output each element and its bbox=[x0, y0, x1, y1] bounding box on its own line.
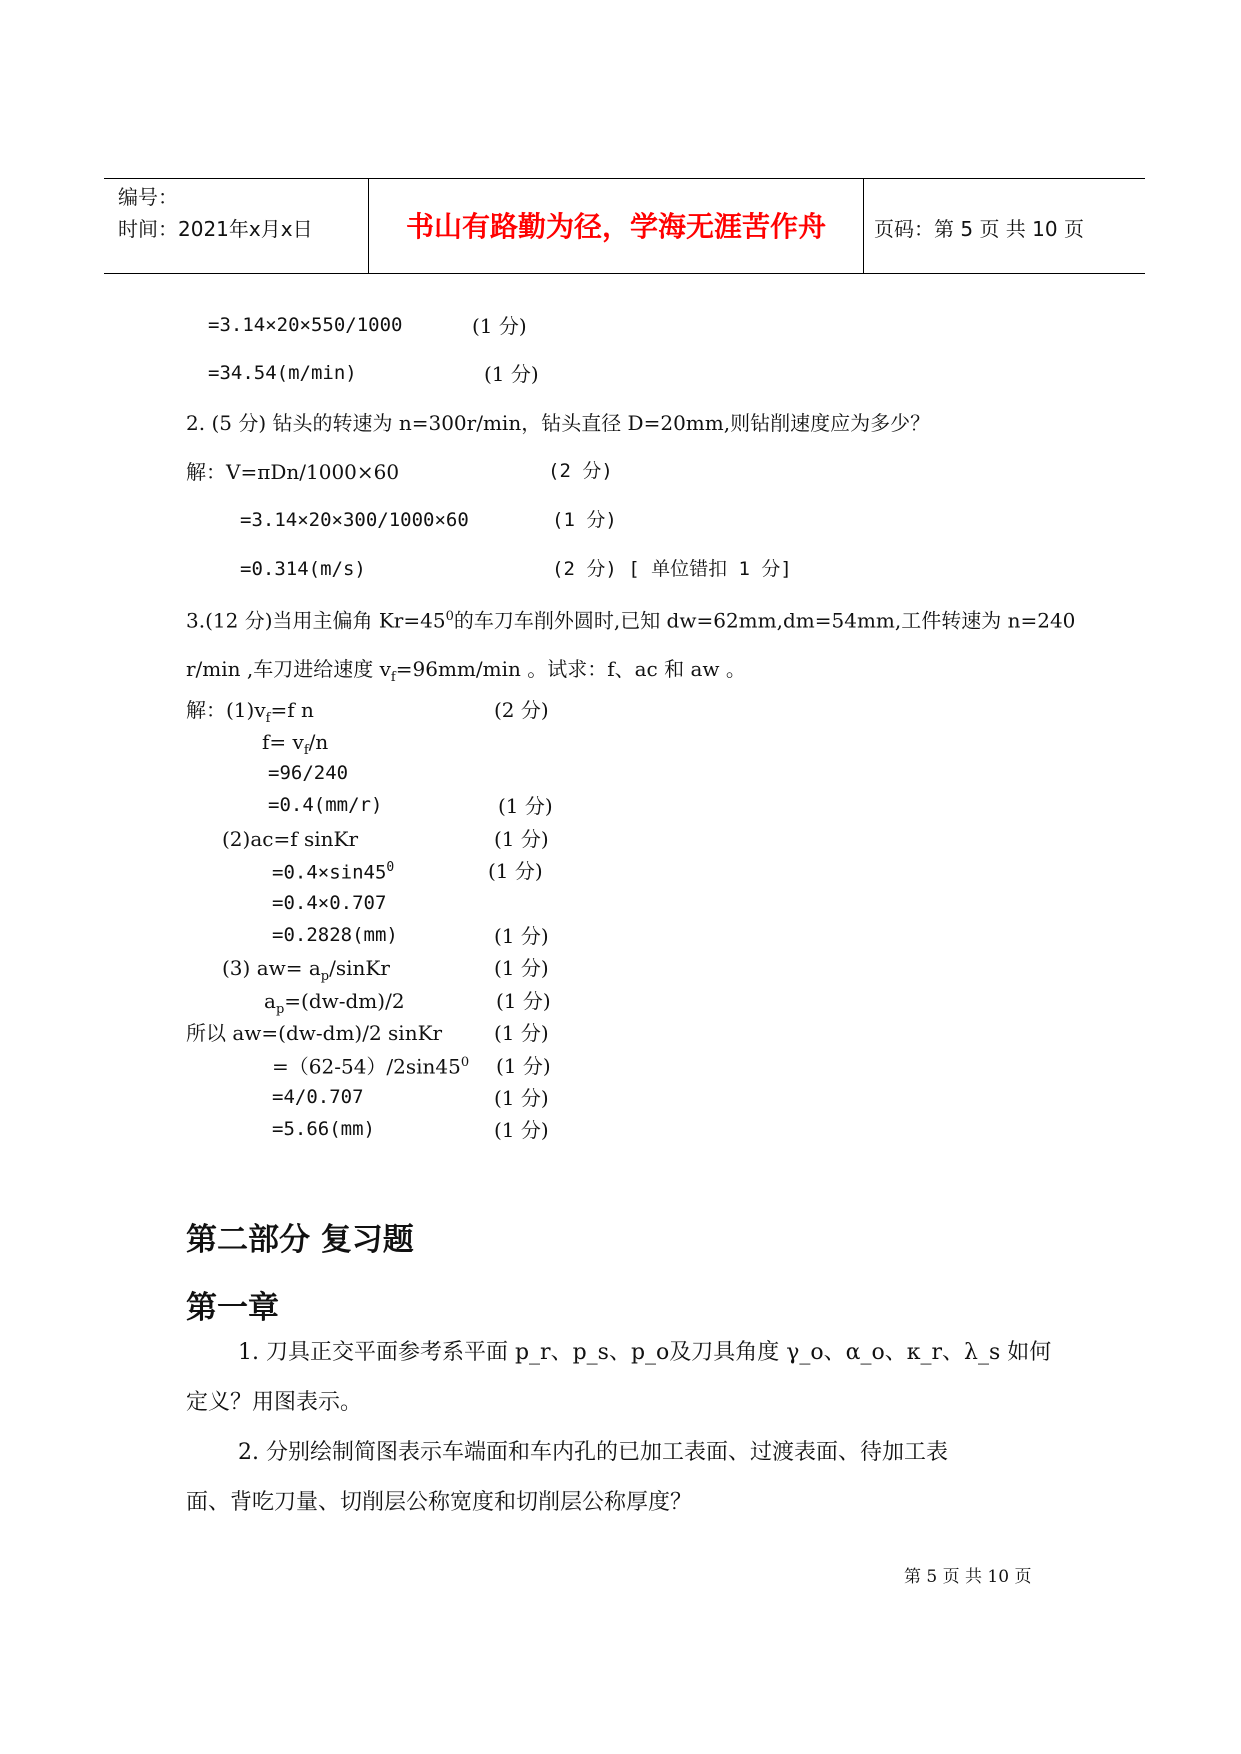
solution-text: (3) aw= a bbox=[222, 956, 321, 980]
degree-superscript: 0 bbox=[386, 860, 395, 875]
score-label: (1 分) bbox=[494, 827, 549, 851]
calc-line: =3.14×20×300/1000×60 bbox=[240, 509, 469, 531]
calc-line: =0.4×0.707 bbox=[272, 892, 387, 914]
calc-line: =0.2828(mm) bbox=[272, 924, 398, 946]
solution-text: /n bbox=[308, 730, 329, 754]
subscript: f bbox=[303, 743, 309, 758]
header-motto: 书山有路勤为径，学海无涯苦作舟 bbox=[405, 210, 826, 243]
score-label: (1 分) bbox=[494, 1118, 549, 1142]
solution-text: a bbox=[264, 989, 276, 1013]
solution-line bbox=[186, 700, 314, 725]
degree-superscript: 0 bbox=[460, 1055, 470, 1070]
score-label: (2 分) bbox=[494, 698, 549, 722]
solution-text: =f n bbox=[270, 698, 314, 722]
review-item-2-line2: 面、背吃刀量、切削层公称宽度和切削层公称厚度？ bbox=[186, 1490, 693, 1515]
score-label: (2 分) [ 单位错扣 1 分] bbox=[552, 558, 792, 580]
calc-line: =4/0.707 bbox=[272, 1086, 364, 1108]
solution-line: 所以 aw=(dw-dm)/2 sinKr bbox=[186, 1021, 443, 1045]
subscript: p bbox=[320, 969, 330, 984]
score-label: (1 分) bbox=[498, 794, 553, 818]
subscript: f bbox=[390, 670, 396, 685]
solution-line: (2)ac=f sinKr bbox=[222, 827, 359, 851]
score-label: (1 分) bbox=[472, 314, 527, 338]
subscript: f bbox=[265, 711, 271, 726]
score-label: (1 分) bbox=[494, 956, 549, 980]
review-item-1-line1: 1. 刀具正交平面参考系平面 p_r、p_s、p_o及刀具角度 γ_o、α_o、κ_r、λ_s 如何 bbox=[238, 1340, 1052, 1365]
question-3-line1 bbox=[186, 610, 1075, 631]
solution-line bbox=[264, 991, 405, 1016]
solution-line bbox=[262, 732, 328, 757]
score-label: (1 分) bbox=[496, 1054, 551, 1078]
chapter-title: 第一章 bbox=[186, 1290, 279, 1326]
document-time-label: 时间：2021年x月x日 bbox=[118, 217, 313, 241]
score-label: (2 分) bbox=[548, 460, 613, 482]
review-item-1-line2: 定义？用图表示。 bbox=[186, 1390, 363, 1415]
question-3-line2 bbox=[186, 659, 746, 684]
calc-line: =34.54(m/min) bbox=[208, 362, 357, 384]
question-3-text: r/min ,车刀进给速度 v bbox=[186, 657, 391, 681]
score-label: (1 分) bbox=[494, 1021, 549, 1045]
document-number-label: 编号： bbox=[118, 185, 178, 209]
score-label: (1 分) bbox=[494, 924, 549, 948]
degree-superscript: 0 bbox=[445, 609, 454, 624]
solution-text: =(dw-dm)/2 bbox=[284, 989, 405, 1013]
subscript: p bbox=[275, 1002, 285, 1017]
calc-line: =5.66(mm) bbox=[272, 1118, 375, 1140]
solution-text: 解：(1)v bbox=[186, 698, 266, 722]
part-title: 第二部分 复习题 bbox=[186, 1222, 414, 1258]
calc-line: =0.314(m/s) bbox=[240, 558, 366, 580]
solution-text: =（62-54）/2sin45 bbox=[272, 1054, 461, 1079]
calc-line bbox=[272, 861, 394, 882]
calc-line: =0.4(mm/r) bbox=[268, 794, 383, 816]
question-3-text: =96mm/min 。试求：f、ac 和 aw 。 bbox=[395, 657, 746, 681]
score-label: (1 分) bbox=[494, 1086, 549, 1110]
question-3-text: 的车刀车削外圆时,已知 dw=62mm,dm=54mm,工件转速为 n=240 bbox=[453, 608, 1076, 633]
solution-line bbox=[272, 1056, 469, 1077]
question-2: 2. (5 分) 钻头的转速为 n=300r/min，钻头直径 D=20mm,则钻削速度应为多少？ bbox=[186, 411, 931, 435]
calc-text: =0.4×sin45 bbox=[272, 861, 387, 884]
header-motto-cell bbox=[369, 179, 864, 273]
score-label: (1 分) bbox=[552, 509, 617, 531]
page-header bbox=[104, 178, 1145, 274]
page-footer: 第 5 页 共 10 页 bbox=[904, 1567, 1032, 1587]
calc-line: =3.14×20×550/1000 bbox=[208, 314, 403, 336]
solution-text: f= v bbox=[262, 730, 304, 754]
header-page-cell bbox=[864, 179, 1145, 273]
header-meta-cell bbox=[104, 179, 369, 273]
solution-text: /sinKr bbox=[329, 956, 390, 980]
calc-line: =96/240 bbox=[268, 762, 349, 784]
solution-line: 解：V=πDn/1000×60 bbox=[186, 460, 400, 484]
review-item-2-line1: 2. 分别绘制简图表示车端面和车内孔的已加工表面、过渡表面、待加工表 bbox=[238, 1440, 948, 1465]
header-page-label: 页码：第 5 页 共 10 页 bbox=[874, 217, 1084, 241]
solution-line bbox=[222, 958, 390, 983]
score-label: (1 分) bbox=[484, 362, 539, 386]
score-label: (1 分) bbox=[488, 859, 543, 883]
score-label: (1 分) bbox=[496, 989, 551, 1013]
question-3-text: 3.(12 分)当用主偏角 Kr=45 bbox=[186, 608, 446, 633]
